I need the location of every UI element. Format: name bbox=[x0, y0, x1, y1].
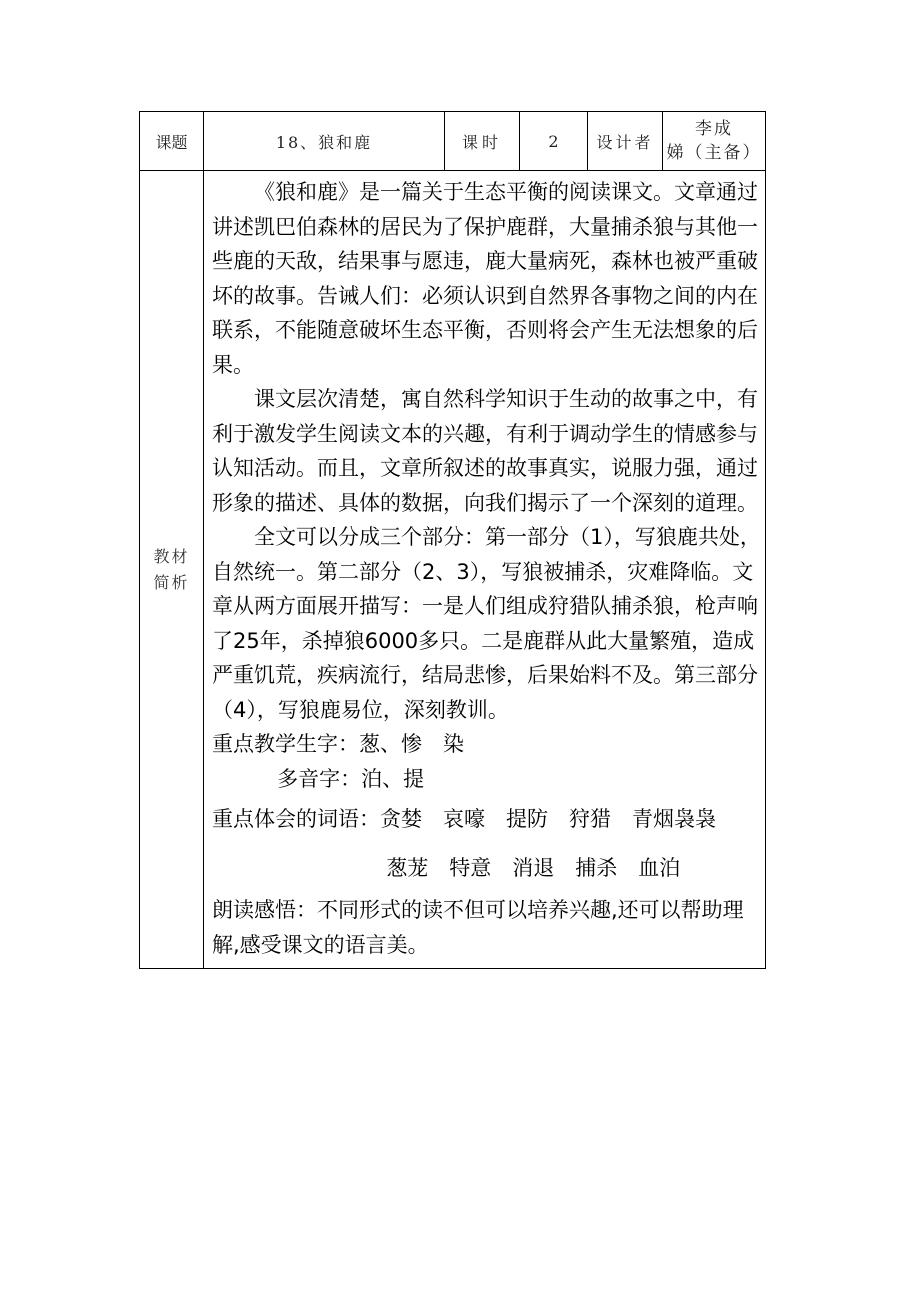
analysis-side-label bbox=[140, 171, 204, 969]
topic-label: 课题 bbox=[140, 112, 204, 171]
polyphones: 多音字：泊、提 bbox=[277, 766, 425, 791]
analysis-paragraph-2: 课文层次清楚，寓自然科学知识于生动的故事之中，有利于激发学生阅读文本的兴趣，有利于调动学生的情感参与认知活动。而且，文章所叙述的故事真实，说服力强，通过形象的描述、具体的数据，向我们揭示了一个深刻的道理。 bbox=[212, 387, 758, 515]
hours-label: 课时 bbox=[445, 112, 520, 171]
designer-name-line1: 李成 bbox=[695, 119, 733, 139]
designer-label: 设计者 bbox=[588, 112, 663, 171]
key-words-line1: 重点体会的词语：贪婪 哀嚎 提防 狩猎 青烟袅袅 bbox=[212, 807, 716, 831]
analysis-paragraph-3: 全文可以分成三个部分：第一部分（1），写狼鹿共处，自然统一。第二部分（2、3），写狼被捕杀，灾难降临。文章从两方面展开描写：一是人们组成狩猎队捕杀狼，枪声响了25年，杀掉狼6000多只。二是鹿群从此大量繁殖，造成严重饥荒，疾病流行，结局悲惨，后果始料不及。第三部分（4），写狼鹿易位，深刻教训。 bbox=[212, 525, 761, 722]
key-words-line2: 葱茏 特意 消退 捕杀 血泊 bbox=[386, 855, 681, 880]
analysis-paragraph-1: 《狼和鹿》是一篇关于生态平衡的阅读课文。文章通过讲述凯巴伯森林的居民为了保护鹿群，大量捕杀狼与其他一些鹿的天敌，结果事与愿违，鹿大量病死，森林也被严重破坏的故事。告诫人们：必须认识到自然界各事物之间的内在联系，不能随意破坏生态平衡，否则将会产生无法想象的后果。 bbox=[212, 180, 758, 377]
side-label-line2: 简析 bbox=[153, 572, 190, 592]
header-row bbox=[140, 112, 766, 171]
designer-name bbox=[663, 112, 766, 171]
key-characters: 重点教学生字：葱、惨 染 bbox=[212, 732, 464, 756]
side-label-line1: 教材 bbox=[153, 546, 190, 566]
analysis-content bbox=[204, 171, 766, 969]
designer-name-line2: 娣（主备） bbox=[666, 143, 762, 163]
lesson-plan-table bbox=[139, 111, 766, 969]
hours-value: 2 bbox=[520, 112, 588, 171]
analysis-row bbox=[140, 171, 766, 969]
topic-value: 18、狼和鹿 bbox=[204, 112, 445, 171]
reading-note: 朗读感悟：不同形式的读不但可以培养兴趣,还可以帮助理解,感受课文的语言美。 bbox=[212, 898, 744, 957]
